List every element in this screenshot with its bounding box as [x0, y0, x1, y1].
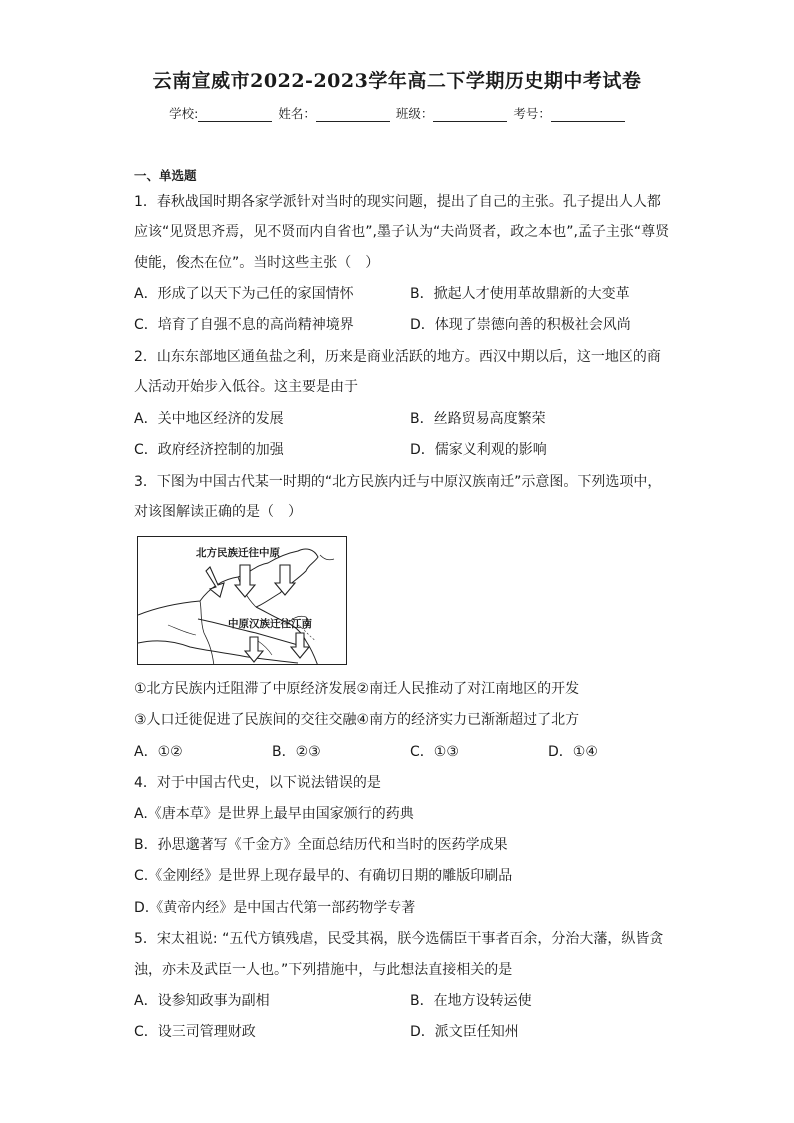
q3-statement-1: ①北方民族内迁阻滞了中原经济发展②南迁人民推动了对江南地区的开发	[134, 681, 580, 697]
q5-option-b[interactable]: B．在地方设转运使	[410, 993, 532, 1009]
q3-line-1: 3．下图为中国古代某一时期的“北方民族内迁与中原汉族南迁”示意图。下列选项中，	[134, 474, 662, 490]
q1-option-b[interactable]: B．掀起人才使用革故鼎新的大变革	[410, 286, 630, 302]
school-label: 学校:	[169, 106, 199, 121]
q5-line-1: 5．宋太祖说: “五代方镇残虐，民受其祸，朕今选儒臣干事者百余，分治大藩，纵皆贪	[134, 931, 664, 947]
student-info-line	[0, 104, 794, 122]
migration-map	[137, 536, 347, 665]
q2-option-d[interactable]: D．儒家义利观的影响	[410, 442, 547, 458]
q1-line-3: 使能，俊杰在位”。当时这些主张（ ）	[134, 255, 380, 271]
q1-option-d[interactable]: D．体现了崇德向善的积极社会风尚	[410, 317, 631, 333]
q2-line-1: 2．山东东部地区通鱼盐之利，历来是商业活跃的地方。西汉中期以后，这一地区的商	[134, 349, 661, 365]
q5-option-d[interactable]: D．派文臣任知州	[410, 1024, 519, 1040]
q3-option-b[interactable]: B．②③	[272, 744, 321, 760]
q3-option-c[interactable]: C．①③	[410, 744, 459, 760]
name-blank[interactable]	[316, 107, 390, 122]
q1-line-2: 应该“见贤思齐焉，见不贤而内自省也”,墨子认为“夫尚贤者，政之本也”,孟子主张“尊贤	[134, 224, 670, 240]
q3-option-d[interactable]: D．①④	[548, 744, 598, 760]
q2-line-2: 人活动开始步入低谷。这主要是由于	[134, 379, 358, 395]
q2-option-b[interactable]: B．丝路贸易高度繁荣	[410, 411, 546, 427]
q4-option-b[interactable]: B．孙思邈著写《千金方》全面总结历代和当时的医药学成果	[134, 837, 508, 853]
q1-option-c[interactable]: C．培育了自强不息的高尚精神境界	[134, 317, 354, 333]
school-blank[interactable]	[198, 107, 272, 122]
q2-option-c[interactable]: C．政府经济控制的加强	[134, 442, 284, 458]
q4-option-a[interactable]: A.《唐本草》是世界上最早由国家颁行的药典	[134, 806, 414, 822]
name-label: 姓名：	[278, 106, 316, 121]
q3-option-a[interactable]: A．①②	[134, 744, 183, 760]
exam-number-blank[interactable]	[551, 107, 625, 122]
exam-title: 云南宣威市2022-2023学年高二下学期历史期中考试卷	[152, 70, 642, 92]
q3-statement-2: ③人口迁徙促进了民族间的交往交融④南方的经济实力已渐渐超过了北方	[134, 712, 580, 728]
class-blank[interactable]	[433, 107, 507, 122]
q4-option-d[interactable]: D.《黄帝内经》是中国古代第一部药物学专著	[134, 900, 416, 916]
q5-option-a[interactable]: A．设参知政事为副相	[134, 993, 270, 1009]
q5-option-c[interactable]: C．设三司管理财政	[134, 1024, 256, 1040]
q1-line-1: 1．春秋战国时期各家学派针对当时的现实问题，提出了自己的主张。孔子提出人人都	[134, 194, 661, 210]
exam-number-label: 考号：	[513, 106, 551, 121]
q4-line-1: 4．对于中国古代史，以下说法错误的是	[134, 775, 381, 791]
q2-option-a[interactable]: A．关中地区经济的发展	[134, 411, 284, 427]
map-label-north: 北方民族迁往中原	[196, 547, 280, 559]
map-label-south: 中原汉族迁往江南	[228, 618, 312, 630]
q3-line-2: 对该图解读正确的是（ ）	[134, 504, 302, 520]
q1-option-a[interactable]: A．形成了以天下为己任的家国情怀	[134, 286, 354, 302]
q4-option-c[interactable]: C.《金刚经》是世界上现存最早的、有确切日期的雕版印刷品	[134, 868, 513, 884]
section-title: 一、单选题	[134, 168, 197, 183]
q5-line-2: 浊，亦未及武臣一人也。”下列措施中，与此想法直接相关的是	[134, 962, 513, 978]
class-label: 班级：	[395, 106, 434, 121]
